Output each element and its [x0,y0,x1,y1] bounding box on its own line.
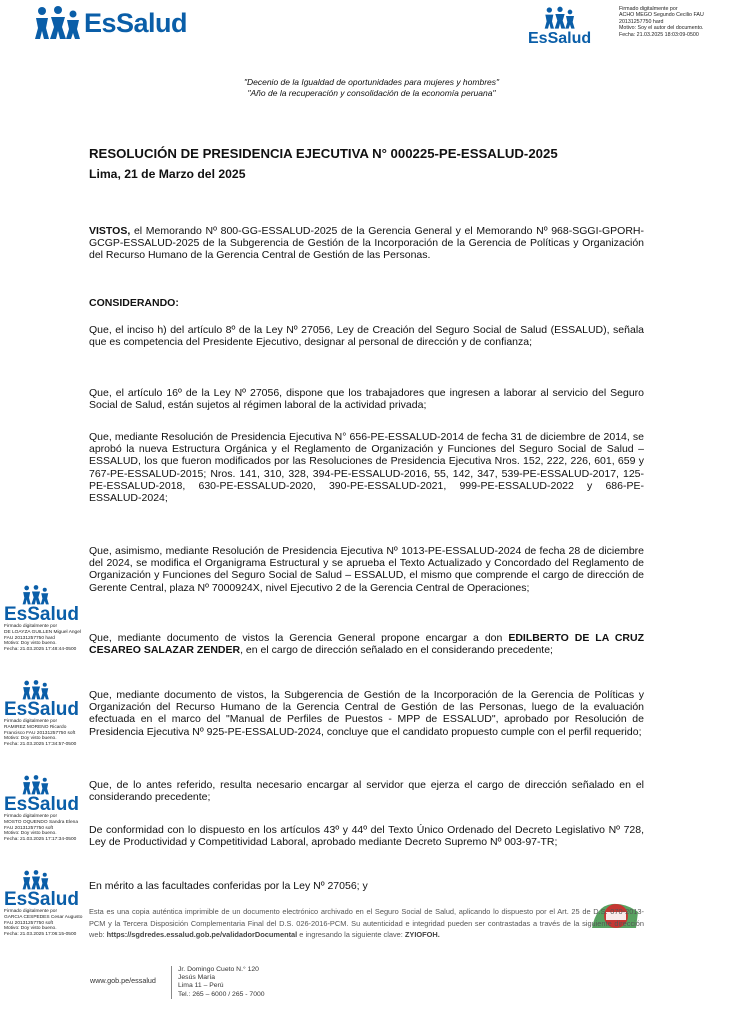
paragraph-5: Que, mediante documento de vistos la Gerencia General propone encargar a don EDILBERTO DE LA CRUZ CESAREO SALAZAR ZENDER, en el cargo de dirección señalado en el considerando precedente; [89,632,644,657]
paragraph-6: Que, mediante documento de vistos, la Subgerencia de Gestión de la Incorporación de la Gerencia de Políticas y Organización del Recurso Humano de la Gerencia Central de Gestión de las Personas, luego de la evaluación efectuada en el marco del "Manual de Perfiles de Puestos - MPP de ESSALUD", aprobado por Resolución de Presidencia Ejecutiva Nº 925-PE-ESSALUD-2024, concluye que el candidato propuesto cumple con el perfil requerido; [89,689,644,738]
side-signature-4: EsSalud Firmado digitalmente por GARCIA CESPEDES Cesar Augusto FAU 20131257750 soft Motivo: Doy visto bueno. Fecha: 21.03.2025 17:06:15-0500 [4,870,92,938]
paragraph-1: Que, el inciso h) del artículo 8º de la Ley Nº 27056, Ley de Creación del Seguro Social de Salud (ESSALUD), señala que es competencia del Presidente Ejecutivo, designar al personal de dirección y de confianza; [89,324,644,349]
paragraph-4: Que, asimismo, mediante Resolución de Presidencia Ejecutiva Nº 1013-PE-ESSALUD-2024 de fecha 28 de diciembre del 2024, se modifica el Organigrama Estructural y se aprueba el Texto Actualizado y Concordado del Reglamento de Organización y Funciones del Seguro Social de Salud – ESSALUD, el mismo que comprende el cargo de dirección de Gerente Central, plaza Nº 7000924X, nivel Ejecutivo 2 de la Gerencia Central de Operaciones; [89,545,644,594]
decenio-header: "Decenio de la Igualdad de oportunidades para mujeres y hombres" "Año de la recuperación y consolidación de la economía peruana" [243,77,500,98]
side-signature-1: EsSalud Firmado digitalmente por DE LOAYZA GUILLEN Miguel Angel FAU 20131257750 hard Motivo: Doy visto bueno. Fecha: 21.03.2025 17:48:44-0500 [4,585,92,653]
family-icon [544,5,576,31]
digital-signature-top: Firmado digitalmente por ACHO MEGO Segundo Cecilio FAU 20131257750 hard Motivo: Soy el autor del documento. Fecha: 21.03.2025 18:03:09-0500 [619,6,704,38]
paragraph-8: De conformidad con lo dispuesto en los artículos 43º y 44º del Texto Único Ordenado del Decreto Legislativo Nº 728, Ley de Productividad y Competitividad Laboral, aprobado mediante Decreto Supremo Nº 003-97-TR; [89,824,644,849]
vistos-paragraph: VISTOS, el Memorando Nº 800-GG-ESSALUD-2025 de la Gerencia General y el Memorando Nº 968-SGGI-GPORH-GCGP-ESSALUD-2025 de la Subgerencia de Gestión de la Incorporación de la Gerencia de Políticas y Organización del Recurso Humano de la Gerencia Central de Gestión de las Personas. [89,225,644,262]
family-icon [22,680,50,700]
paragraph-7: Que, de lo antes referido, resulta necesario encargar al servidor que ejerza el cargo de dirección señalado en el considerando precedente; [89,779,644,804]
validation-url[interactable]: https://sgdredes.essalud.gob.pe/validadorDocumental [106,930,298,939]
essalud-logo [34,6,187,40]
family-icon [22,775,50,795]
brand-name: EsSalud [528,30,592,47]
family-icon [34,6,82,40]
family-icon [22,870,50,890]
footer-website[interactable]: www.gob.pe/essalud [90,976,156,985]
validation-key: ZYIOFOH. [404,930,440,939]
paragraph-3: Que, mediante Resolución de Presidencia Ejecutiva N° 656-PE-ESSALUD-2014 de fecha 31 de diciembre de 2014, se aprobó la nueva Estructura Orgánica y el Reglamento de Organización y Funciones del Seguro Social de Salud – ESSALUD, los que fueron modificados por las Resoluciones de Presidencia Ejecutiva Nros. 152, 222, 226, 601, 659 y 767-PE-ESSALUD-2015; Nros. 141, 310, 328, 394-PE-ESSALUD-2016, 55, 142, 347, 539-PE-ESSALUD-2017, 125-PE-ESSALUD-2018, 630-PE-ESSALUD-2020, 390-PE-ESSALUD-2021, 999-PE-ESSALUD-2022 y 686-PE-ESSALUD-2024; [89,431,644,505]
footer-address: Jr. Domingo Cueto N.° 120 Jesús María Lima 11 – Perú Tel.: 265 – 6000 / 265 - 7000 [171,966,265,999]
side-signature-2: EsSalud Firmado digitalmente por RAMIREZ MORENO Ricardo Francisco FAU 20131257750 soft Motivo: Doy visto bueno. Fecha: 21.03.2025 17:34:57-0500 [4,680,92,748]
document-date: Lima, 21 de Marzo del 2025 [89,167,246,181]
side-signature-3: EsSalud Firmado digitalmente por MOSTO OQUENDO Sandra Elena FAU 20131257750 soft Motivo: Doy visto bueno. Fecha: 21.03.2025 17:17:34-0500 [4,775,92,843]
paragraph-2: Que, el artículo 16º de la Ley Nº 27056, dispone que los trabajadores que ingresen a laborar al servicio del Seguro Social de Salud, están sujetos al régimen laboral de la actividad privada; [89,387,644,412]
document-title: RESOLUCIÓN DE PRESIDENCIA EJECUTIVA N° 000225-PE-ESSALUD-2025 [89,146,558,161]
brand-name: EsSalud [84,7,188,38]
authenticity-note: Esta es una copia auténtica imprimible de un documento electrónico archivado en el Seguro Social de Salud, aplicando lo dispuesto por el Art. 25 de D.S. 070-2013-PCM y la Tercera Disposición Complementaria Final del D.S. 026-2016-PCM. Su autenticidad e integridad pueden ser contrastadas a través de la siguiente dirección web: https://sgdredes.essalud.gob.pe/validadorDocumental e ingresando la siguiente clave: ZYIOFOH. [89,907,644,939]
considerando-heading: CONSIDERANDO: [89,297,179,309]
signature-logo-top [528,5,591,47]
family-icon [22,585,50,605]
paragraph-9: En mérito a las facultades conferidas por la Ley Nº 27056; y [89,880,368,892]
